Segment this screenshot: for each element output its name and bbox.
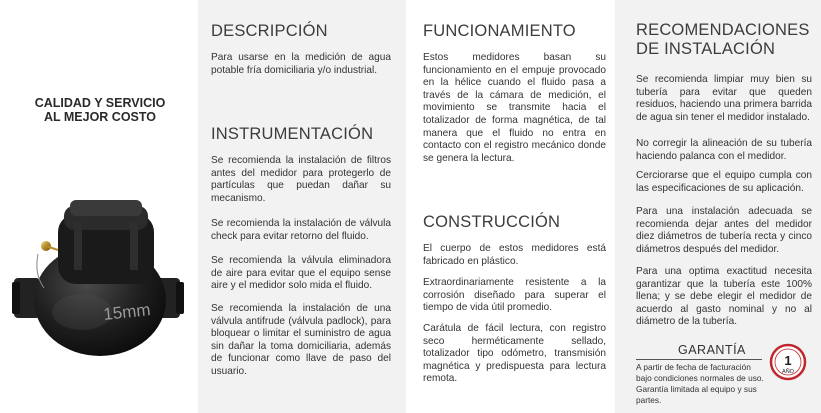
garantia-title: GARANTÍA [678,343,746,357]
construccion-paragraph: El cuerpo de estos medidores está fabricado en plástico. [423,243,606,267]
tagline-line-1: CALIDAD Y SERVICIO [34,96,166,110]
meter-size-marking: 15mm [102,300,152,324]
instrumentacion-title: INSTRUMENTACIÓN [211,125,374,143]
funcionamiento-text: Estos medidores basan su funcionamiento en el empuje provocado en la hélice cuando el fluido pasa a través de la cámara de medición, el movimiento se transmite hacia el totalizador de forma magnética, de tal manera que el fluido no entra en contacto con el registro mecánico donde se genera la lectura. [423,52,606,164]
instrumentacion-paragraph: Se recomienda la válvula eliminadora de aire para evitar que el equipo sense aire y el medidor solo mida el fluido. [211,255,391,292]
recomendacion-paragraph: Para una instalación adecuada se recomienda dejar antes del medidor diez diámetros de tubería recta y cinco diámetros después del medidor. [636,206,812,255]
construccion-title: CONSTRUCCIÓN [423,213,561,231]
garantia-text: A partir de fecha de facturación bajo condiciones normales de uso. Garantía limitada al equipo y sus partes. [636,362,764,405]
recomendacion-paragraph: Se recomienda limpiar muy bien su tubería para evitar que queden residuos, haciendo una primera barrida de agua sin tener el medidor instalado. [636,74,812,123]
tagline [12,96,188,124]
tagline-line-2: AL MEJOR COSTO [43,110,157,124]
descripcion-text: Para usarse en la medición de agua potable fría domiciliaria y/o industrial. [211,52,391,76]
garantia-divider [636,359,762,360]
instrumentacion-paragraph: Se recomienda la instalación de filtros antes del medidor para protegerlo de partículas que puedan dañar su mecanismo. [211,155,391,204]
recomendacion-paragraph: No corregir la alineación de su tubería haciendo palanca con el medidor. [636,138,812,162]
badge-unit: AÑO [782,369,794,375]
instrumentacion-paragraph: Se recomienda la instalación de válvula check para evitar retorno del fluido. [211,218,391,242]
recomendaciones-title-line-1: RECOMENDACIONES [636,21,810,39]
badge-number: 1 [784,353,792,368]
one-year-badge-icon [769,343,807,381]
descripcion-title: DESCRIPCIÓN [211,22,328,40]
funcionamiento-title: FUNCIONAMIENTO [423,22,576,40]
recomendaciones-title-line-2: DE INSTALACIÓN [636,40,776,58]
construccion-paragraph: Carátula de fácil lectura, con registro seco herméticamente sellado, totalizador tipo odómetro, transmisión magnética y predispuesta para lectura remota. [423,323,606,385]
water-meter-image [12,192,186,362]
recomendaciones-title [636,21,810,59]
instrumentacion-paragraph: Se recomienda la instalación de una válvula antifrude (válvula padlock), para bloquear o limitar el suministro de agua sin dañar la toma domiciliaria, además de funcionar como llave de paso del usuario. [211,303,391,377]
recomendacion-paragraph: Cerciorarse que el equipo cumpla con las especificaciones de su aplicación. [636,170,812,194]
recomendacion-paragraph: Para una optima exactitud necesita garantizar que la tubería este 100% llena; y se debe elegir el medidor de acuerdo al gasto nominal y no al diámetro de la tubería. [636,266,812,328]
construccion-paragraph: Extraordinariamente resistente a la corrosión diseñado para superar el tiempo de vida útil promedio. [423,277,606,314]
